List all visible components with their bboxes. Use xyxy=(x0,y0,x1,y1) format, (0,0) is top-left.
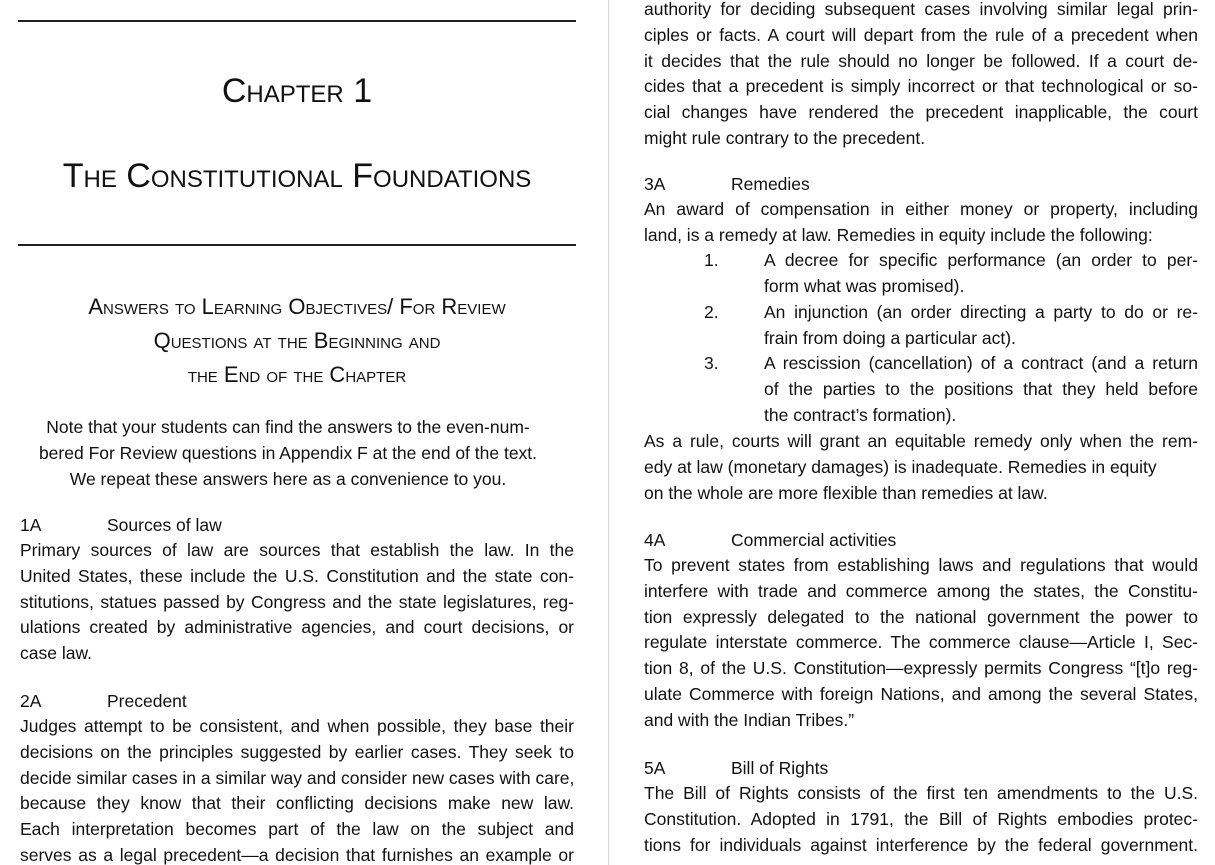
bottom-rule xyxy=(18,244,576,246)
list-number: 3. xyxy=(704,353,719,373)
note-line: We repeat these answers here as a convenience to you. xyxy=(69,469,507,489)
text-line: A decree for specific performance (an order to per- xyxy=(764,250,1198,270)
text-line: edy at law (monetary damages) is inadequate. Remedies in equity xyxy=(644,456,1157,477)
section-2a-body xyxy=(20,714,574,865)
text-line: might rule contrary to the precedent. xyxy=(644,127,926,148)
chapter-title: The Constitutional Foundations xyxy=(62,157,532,195)
text-line: Primary sources of law are sources that establish the law. In the xyxy=(20,540,574,560)
section-1a-body xyxy=(20,538,574,667)
text-line: Judges attempt to be consistent, and when possible, they base their xyxy=(20,716,574,736)
text-line: ulations created by administrative agencies, and court decisions, or xyxy=(20,617,574,638)
text-line: it decides that the rule should no longer be followed. If a court de- xyxy=(644,50,1198,71)
text-line: decisions on the principles suggested by earlier cases. They seek to xyxy=(20,741,574,762)
intro-note xyxy=(18,414,558,492)
section-3a-outro xyxy=(644,429,1198,506)
text-line: tions for individuals against interference by the federal government. xyxy=(644,834,1198,855)
section-number: 2A xyxy=(20,691,42,711)
text-line: An award of compensation in either money or property, including xyxy=(644,199,1198,219)
right-page xyxy=(610,0,1215,865)
section-heading-1a xyxy=(20,514,560,536)
section-number: 3A xyxy=(644,174,666,194)
text-line: frain from doing a particular act). xyxy=(764,327,1016,348)
section-heading-4a xyxy=(644,529,1184,551)
text-line: interfere with trade and commerce among the states, the Constitu- xyxy=(644,580,1198,601)
text-line: Constitution. Adopted in 1791, the Bill of Rights embodies protec- xyxy=(644,808,1198,829)
text-line: A rescission (cancellation) of a contract (and a return xyxy=(764,353,1198,373)
section-number: 5A xyxy=(644,758,666,778)
text-line: ulate Commerce with foreign Nations, and among the several States, xyxy=(644,683,1198,704)
section-heading-5a xyxy=(644,757,1184,779)
section-4a-body xyxy=(644,553,1198,734)
section-5a-body xyxy=(644,781,1198,858)
note-line: bered For Review questions in Appendix F at the end of the text. xyxy=(38,443,538,463)
text-line: tion expressly delegated to the national government the power to xyxy=(644,606,1198,627)
page-divider xyxy=(608,0,609,865)
text-line: form what was promised). xyxy=(764,275,965,296)
objectives-heading-line-3: the End of the Chapter xyxy=(187,362,407,387)
list-number: 1. xyxy=(704,250,719,270)
section-number: 4A xyxy=(644,530,666,550)
objectives-heading-line-2: Questions at the Beginning and xyxy=(153,328,441,353)
text-line: United States, these include the U.S. Constitution and the state con- xyxy=(20,565,574,586)
text-line: decide similar cases in a similar way and consider new cases with care, xyxy=(20,767,575,788)
section-heading-2a xyxy=(20,690,560,712)
top-rule xyxy=(18,20,576,22)
section-2a-continued xyxy=(644,0,1198,152)
section-title: Commercial activities xyxy=(731,530,897,550)
section-title: Remedies xyxy=(731,174,810,194)
text-line: serves as a legal precedent—a decision that furnishes an example or xyxy=(20,844,574,865)
objectives-heading-line-1: Answers to Learning Objectives/ For Review xyxy=(88,294,506,319)
text-line: on the whole are more flexible than remedies at law. xyxy=(644,482,1048,503)
text-line: Each interpretation becomes part of the law on the subject and xyxy=(20,819,574,840)
section-number: 1A xyxy=(20,515,42,535)
text-line: land, is a remedy at law. Remedies in equity include the following: xyxy=(644,224,1153,245)
text-line: because they know that their conflicting decisions make new law. xyxy=(20,793,574,814)
text-line: stitutions, statues passed by Congress and the state legislatures, reg- xyxy=(20,591,574,612)
text-line: The Bill of Rights consists of the first ten amendments to the U.S. xyxy=(644,783,1198,803)
text-line: and with the Indian Tribes.” xyxy=(644,709,855,730)
list-number: 2. xyxy=(704,302,719,322)
text-line: cides that a precedent is simply incorrect or that technological or so- xyxy=(644,76,1198,97)
text-line: An injunction (an order directing a party to do or re- xyxy=(764,302,1198,322)
text-line: As a rule, courts will grant an equitable remedy only when the rem- xyxy=(644,431,1198,451)
text-line: of the parties to the positions that they held before xyxy=(764,378,1198,399)
text-line: cial changes have rendered the precedent inapplicable, the court xyxy=(644,102,1198,123)
text-line: regulate interstate commerce. The commerce clause—Article I, Sec- xyxy=(644,632,1198,653)
text-line: To prevent states from establishing laws and regulations that would xyxy=(644,555,1198,575)
section-title: Bill of Rights xyxy=(731,758,829,778)
section-heading-3a xyxy=(644,173,1184,195)
text-line: case law. xyxy=(20,643,92,664)
section-title: Precedent xyxy=(107,691,187,711)
note-line: Note that your students can find the answers to the even-num- xyxy=(46,417,530,437)
section-title: Sources of law xyxy=(107,515,222,535)
chapter-number: Chapter 1 xyxy=(221,72,373,110)
text-line: ciples or facts. A court will depart from the rule of a precedent when xyxy=(644,24,1198,45)
text-line: authority for deciding subsequent cases involving similar legal prin- xyxy=(644,0,1198,19)
section-3a-intro xyxy=(644,197,1198,249)
text-line: tion 8, of the U.S. Constitution—expressly permits Congress “[t]o reg- xyxy=(644,658,1198,679)
text-line: the contract’s formation). xyxy=(764,404,957,425)
